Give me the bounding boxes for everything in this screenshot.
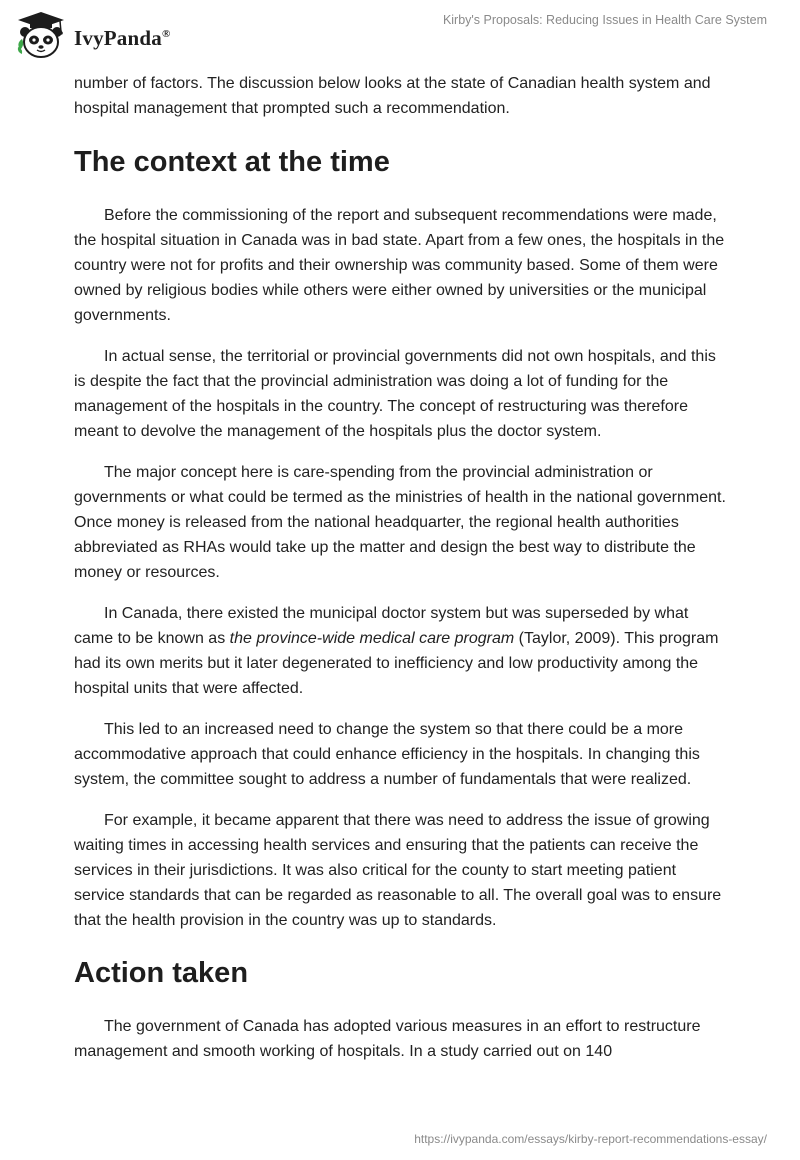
brand-name: IvyPanda® [74, 25, 171, 50]
italic-term: the province-wide medical care program [229, 630, 515, 647]
paragraph: For example, it became apparent that there was need to address the issue of growing waiting times in accessing health services and ensuring that the patients can receive the services in their jurisdictions. It was also critical for the county to start meeting patient service standards that can be regarded as reasonable to all. The overall goal was to ensure that the health provision in the country was up to standards. [74, 812, 722, 929]
paragraph: The major concept here is care-spending from the provincial administration or governments or what could be termed as the ministries of health in the national government. Once money is released from the national headquarter, the regional health authorities abbreviated as RHAs would take up the matter and design the best way to distribute the money or resources. [74, 464, 726, 581]
paragraph: Before the commissioning of the report and subsequent recommendations were made, the hospital situation in Canada was in bad state. Apart from a few ones, the hospitals in the country were not for profits and their ownership was community based. Some of them were owned by religious bodies while others were either owned by universities or the municipal governments. [74, 207, 725, 324]
paragraph-with-citation: In Canada, there existed the municipal doctor system but was superseded by what came to be known as the province-wide medical care program (Taylor, 2009). This program had its own merits but it later degenerated to inefficiency and low productivity among the hospital units that were affected. [74, 605, 719, 697]
section-heading-action: Action taken [74, 957, 249, 989]
paragraph: This led to an increased need to change the system so that there could be a more accommodative approach that could enhance efficiency in the hospitals. In changing this system, the committee sought to address a number of fundamentals that were realized. [74, 721, 700, 788]
document-title: Kirby's Proposals: Reducing Issues in Health Care System [442, 13, 767, 27]
ivypanda-logo[interactable] [14, 10, 170, 60]
intro-paragraph: number of factors. The discussion below looks at the state of Canadian health system and hospital management that prompted such a recommendation. [74, 75, 711, 117]
essay-body [74, 71, 729, 1064]
paragraph: In actual sense, the territorial or provincial governments did not own hospitals, and this is despite the fact that the provincial administration was doing a lot of funding for the management of the hospitals in the country. The concept of restructuring was therefore meant to devolve the management of the hospitals plus the doctor system. [74, 348, 716, 440]
panda-graduate-icon [14, 10, 68, 60]
paragraph: The government of Canada has adopted various measures in an effort to restructure management and smooth working of hospitals. In a study carried out on 140 [74, 1018, 701, 1060]
page-header [0, 0, 800, 66]
source-url[interactable]: https://ivypanda.com/essays/kirby-report-recommendations-essay/ [414, 1132, 767, 1146]
section-heading-context: The context at the time [74, 146, 390, 178]
